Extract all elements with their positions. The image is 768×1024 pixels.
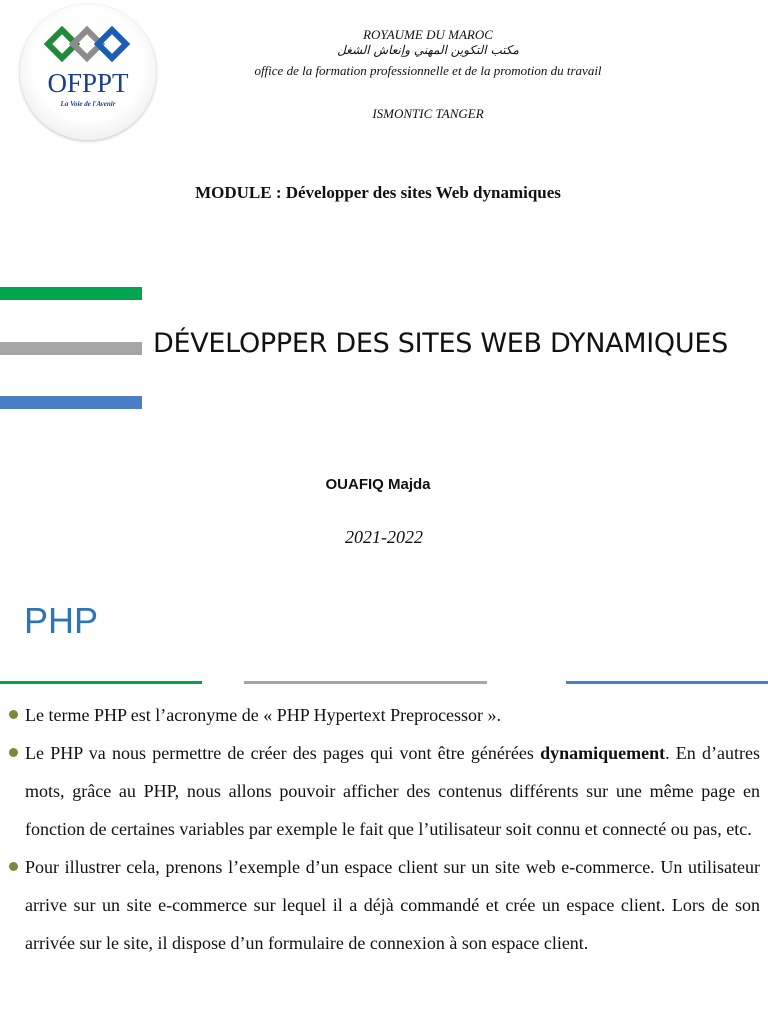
author-name: OUAFIQ Majda xyxy=(325,476,431,493)
office-label: office de la formation professionnelle et de la promotion du travail xyxy=(254,63,602,78)
module-title: MODULE : Développer des sites Web dynamiques xyxy=(195,183,561,202)
bullet-bold-text: dynamiquement xyxy=(540,743,666,763)
bullet-list xyxy=(8,696,760,962)
institute-label: ISMONTIC TANGER xyxy=(372,106,484,121)
bullet-item xyxy=(8,734,760,848)
logo-diamonds-icon xyxy=(44,24,132,64)
bullet-icon xyxy=(8,747,19,758)
bullet-item xyxy=(8,848,760,962)
arabic-label: مكتب التكوين المهني وإنعاش الشغل xyxy=(337,43,519,57)
bullet-text: Le PHP va nous permettre de créer des pages qui vont être générées xyxy=(25,743,541,763)
blue-rule xyxy=(566,681,768,684)
bullet-text: Le terme PHP est l’acronyme de « PHP Hypertext Preprocessor ». xyxy=(25,705,502,725)
bullet-item xyxy=(8,696,760,734)
kingdom-label: ROYAUME DU MAROC xyxy=(363,27,493,42)
section-title: PHP xyxy=(24,600,99,641)
logo-tagline: La Voie de l'Avenir xyxy=(60,100,116,108)
course-title: DÉVELOPPER DES SITES WEB DYNAMIQUES xyxy=(153,328,728,359)
bullet-icon xyxy=(8,861,19,872)
gray-bar xyxy=(0,342,142,355)
logo-text: OFPPT xyxy=(47,68,129,98)
green-bar xyxy=(0,287,142,300)
gray-rule xyxy=(244,681,487,684)
bullet-text: Pour illustrer cela, prenons l’exemple d’un espace client sur un site web e-commerce. Un utilisateur arrive sur un site e-commerce sur lequel il a déjà commandé et crée un espace client. Lors de son arrivée sur le site, il dispose d’un formulaire de connexion à son espace client. xyxy=(25,857,760,953)
bullet-text: . En d’autres mots, grâce au PHP, nous allons pouvoir afficher des contenus différents sur une même page en fonction de certaines variables par exemple le fait que l’utilisateur soit connu et connecté ou pas, etc. xyxy=(25,743,760,839)
ofppt-logo xyxy=(20,4,156,140)
bullet-icon xyxy=(8,709,19,720)
academic-year: 2021-2022 xyxy=(345,527,423,547)
green-rule xyxy=(0,681,202,684)
blue-bar xyxy=(0,396,142,409)
